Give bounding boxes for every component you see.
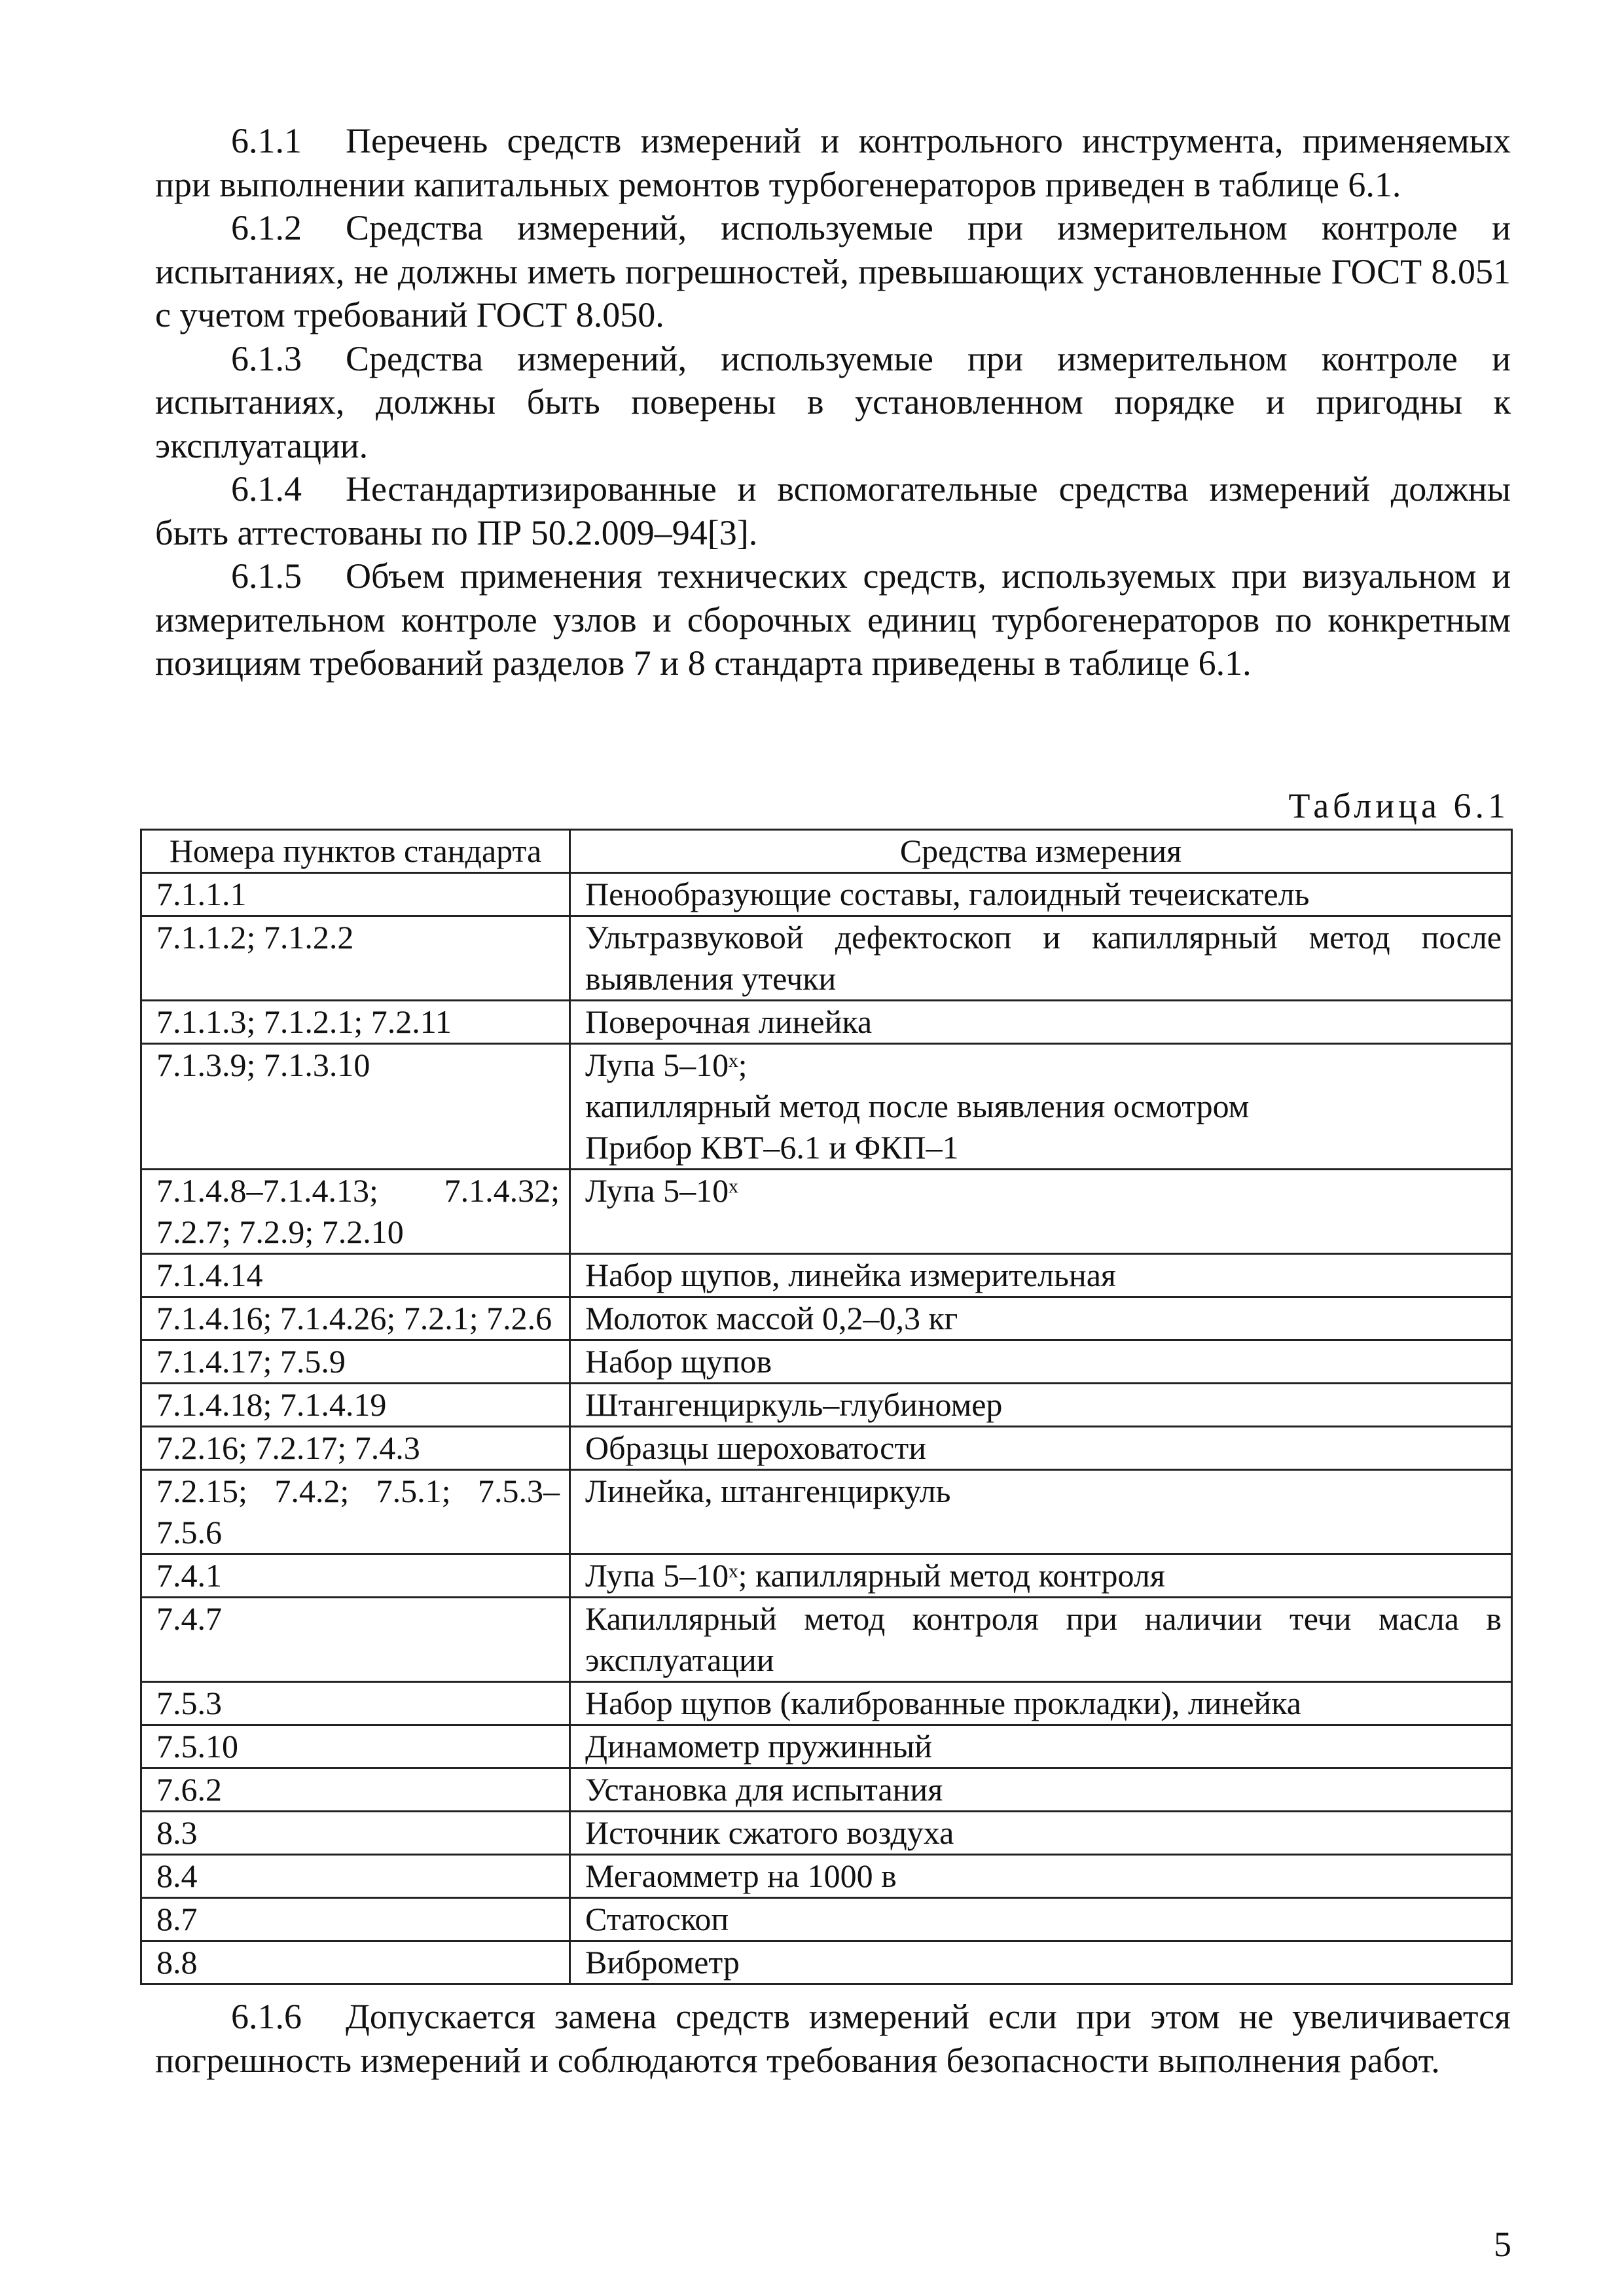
- standard-points-cell: 7.2.15; 7.4.2; 7.5.1; 7.5.3–7.5.6: [141, 1470, 570, 1554]
- table-body: [141, 873, 1512, 1984]
- table-row: [141, 1855, 1512, 1898]
- standard-points-cell: 8.8: [141, 1941, 570, 1984]
- tool-line: капиллярный метод после выявления осмотром: [585, 1088, 1250, 1124]
- table-row: [141, 1682, 1512, 1725]
- clause-number: 6.1.2: [231, 208, 302, 247]
- column-header-points: Номера пунктов стандарта: [141, 830, 570, 873]
- clause-number: 6.1.5: [231, 556, 302, 596]
- paragraph-6-1-3: [155, 337, 1511, 468]
- measurement-tools-cell: [570, 1470, 1512, 1554]
- standard-points-cell: 7.2.16; 7.2.17; 7.4.3: [141, 1427, 570, 1470]
- table-row: [141, 1812, 1512, 1855]
- clause-number: 6.1.4: [231, 469, 302, 509]
- clause-text: Перечень средств измерений и контрольного инструмента, применяемых при выполнении капитальных ремонтов турбогенераторов приведен в таблице 6.1.: [155, 121, 1511, 204]
- paragraph-6-1-1: [155, 119, 1511, 206]
- intro-paragraphs: [155, 119, 1511, 685]
- table-header-row: [141, 830, 1512, 873]
- table-row: [141, 1384, 1512, 1427]
- tool-line: Лупа 5–10ˣ;: [585, 1047, 748, 1083]
- measurement-tools-cell: [570, 1554, 1512, 1598]
- measurement-tools-cell: [570, 1427, 1512, 1470]
- paragraph-6-1-2: [155, 206, 1511, 337]
- standard-points-cell: 8.4: [141, 1855, 570, 1898]
- table-row: [141, 1044, 1512, 1170]
- standard-points-cell: 7.1.1.1: [141, 873, 570, 916]
- table-row: [141, 1254, 1512, 1297]
- tool-line: Набор щупов (калиброванные прокладки), линейка: [585, 1685, 1301, 1721]
- clause-number: 6.1.6: [231, 1997, 302, 2036]
- standard-points-cell: 7.1.4.16; 7.1.4.26; 7.2.1; 7.2.6: [141, 1297, 570, 1340]
- clause-text: Средства измерений, используемые при измерительном контроле и испытаниях, не должны иметь погрешностей, превышающих установленные ГОСТ 8.051 с учетом требований ГОСТ 8.050.: [155, 208, 1511, 334]
- measurement-tools-cell: [570, 1001, 1512, 1044]
- measurement-tools-cell: [570, 1768, 1512, 1812]
- table-row: [141, 1470, 1512, 1554]
- tool-line: Набор щупов: [585, 1343, 772, 1380]
- table-row: [141, 1340, 1512, 1384]
- measurement-tools-cell: [570, 1340, 1512, 1384]
- tool-line: Прибор КВТ–6.1 и ФКП–1: [585, 1129, 959, 1166]
- tool-line: Пенообразующие составы, галоидный течеискатель: [585, 876, 1310, 912]
- measurement-tools-cell: [570, 1384, 1512, 1427]
- closing-paragraph-block: [155, 1995, 1511, 2082]
- standard-points-cell: 7.4.1: [141, 1554, 570, 1598]
- tool-line: Мегаомметр на 1000 в: [585, 1857, 897, 1894]
- measurement-tools-cell: [570, 1812, 1512, 1855]
- tool-line: Лупа 5–10ˣ; капиллярный метод контроля: [585, 1557, 1165, 1594]
- measurement-tools-cell: [570, 1855, 1512, 1898]
- measurement-tools-cell: [570, 873, 1512, 916]
- table-row: [141, 1170, 1512, 1254]
- column-header-tools: Средства измерения: [570, 830, 1512, 873]
- tool-line: Молоток массой 0,2–0,3 кг: [585, 1300, 958, 1336]
- standard-points-cell: 7.4.7: [141, 1598, 570, 1682]
- table-row: [141, 1297, 1512, 1340]
- tool-line: Поверочная линейка: [585, 1003, 873, 1040]
- table-row: [141, 1001, 1512, 1044]
- tool-line: Динамометр пружинный: [585, 1728, 932, 1765]
- measurement-tools-cell: [570, 1682, 1512, 1725]
- standard-points-cell: 7.1.3.9; 7.1.3.10: [141, 1044, 570, 1170]
- standard-points-cell: 7.1.4.8–7.1.4.13; 7.1.4.32; 7.2.7; 7.2.9; 7.2.10: [141, 1170, 570, 1254]
- table-caption: Таблица 6.1: [1288, 786, 1509, 825]
- standard-points-cell: 7.5.10: [141, 1725, 570, 1768]
- table-row: [141, 1941, 1512, 1984]
- table-row: [141, 1725, 1512, 1768]
- measurement-tools-cell: [570, 1297, 1512, 1340]
- paragraph-6-1-6: [155, 1995, 1511, 2082]
- table-row: [141, 916, 1512, 1001]
- clause-text: Нестандартизированные и вспомогательные средства измерений должны быть аттестованы по ПР 50.2.009–94[3].: [155, 469, 1511, 552]
- tool-line: Лупа 5–10ˣ: [585, 1172, 738, 1209]
- standard-points-cell: 7.1.1.2; 7.1.2.2: [141, 916, 570, 1001]
- tool-line: Образцы шероховатости: [585, 1429, 926, 1466]
- clause-text: Средства измерений, используемые при измерительном контроле и испытаниях, должны быть поверены в установленном порядке и пригодны к эксплуатации.: [155, 338, 1511, 465]
- standard-points-cell: 8.7: [141, 1898, 570, 1941]
- table-row: [141, 1598, 1512, 1682]
- tool-line: Ультразвуковой дефектоскоп и капиллярный метод после выявления утечки: [585, 919, 1502, 997]
- tool-line: Линейка, штангенциркуль: [585, 1473, 951, 1509]
- clause-number: 6.1.3: [231, 338, 302, 378]
- measurement-tools-cell: [570, 1725, 1512, 1768]
- standard-points-cell: 8.3: [141, 1812, 570, 1855]
- measurement-tools-cell: [570, 1170, 1512, 1254]
- table-row: [141, 1898, 1512, 1941]
- measurement-tools-cell: [570, 1254, 1512, 1297]
- clause-number: 6.1.1: [231, 121, 302, 160]
- table-row: [141, 1427, 1512, 1470]
- measurement-tools-cell: [570, 1598, 1512, 1682]
- measurement-tools-cell: [570, 1898, 1512, 1941]
- standard-points-cell: 7.6.2: [141, 1768, 570, 1812]
- measurement-tools-table: [140, 829, 1513, 1985]
- clause-text: Допускается замена средств измерений если при этом не увеличивается погрешность измерений и соблюдаются требования безопасности выполнения работ.: [155, 1997, 1511, 2080]
- table-row: [141, 1554, 1512, 1598]
- paragraph-6-1-5: [155, 554, 1511, 685]
- standard-points-cell: 7.1.1.3; 7.1.2.1; 7.2.11: [141, 1001, 570, 1044]
- tool-line: Виброметр: [585, 1944, 740, 1981]
- standard-points-cell: 7.1.4.18; 7.1.4.19: [141, 1384, 570, 1427]
- measurement-tools-cell: [570, 916, 1512, 1001]
- paragraph-6-1-4: [155, 467, 1511, 554]
- standard-points-cell: 7.1.4.14: [141, 1254, 570, 1297]
- measurement-tools-cell: [570, 1044, 1512, 1170]
- table-row: [141, 873, 1512, 916]
- page-number: 5: [1494, 2225, 1511, 2264]
- tool-line: Источник сжатого воздуха: [585, 1814, 954, 1851]
- table-row: [141, 1768, 1512, 1812]
- standard-points-cell: 7.5.3: [141, 1682, 570, 1725]
- tool-line: Набор щупов, линейка измерительная: [585, 1257, 1116, 1293]
- tool-line: Установка для испытания: [585, 1771, 943, 1808]
- tool-line: Капиллярный метод контроля при наличии течи масла в эксплуатации: [585, 1600, 1502, 1678]
- tool-line: Штангенциркуль–глубиномер: [585, 1386, 1003, 1423]
- standard-points-cell: 7.1.4.17; 7.5.9: [141, 1340, 570, 1384]
- clause-text: Объем применения технических средств, используемых при визуальном и измерительном контроле узлов и сборочных единиц турбогенераторов по конкретным позициям требований разделов 7 и 8 стандарта приведены в таблице 6.1.: [155, 556, 1511, 683]
- measurement-tools-cell: [570, 1941, 1512, 1984]
- tool-line: Статоскоп: [585, 1901, 729, 1937]
